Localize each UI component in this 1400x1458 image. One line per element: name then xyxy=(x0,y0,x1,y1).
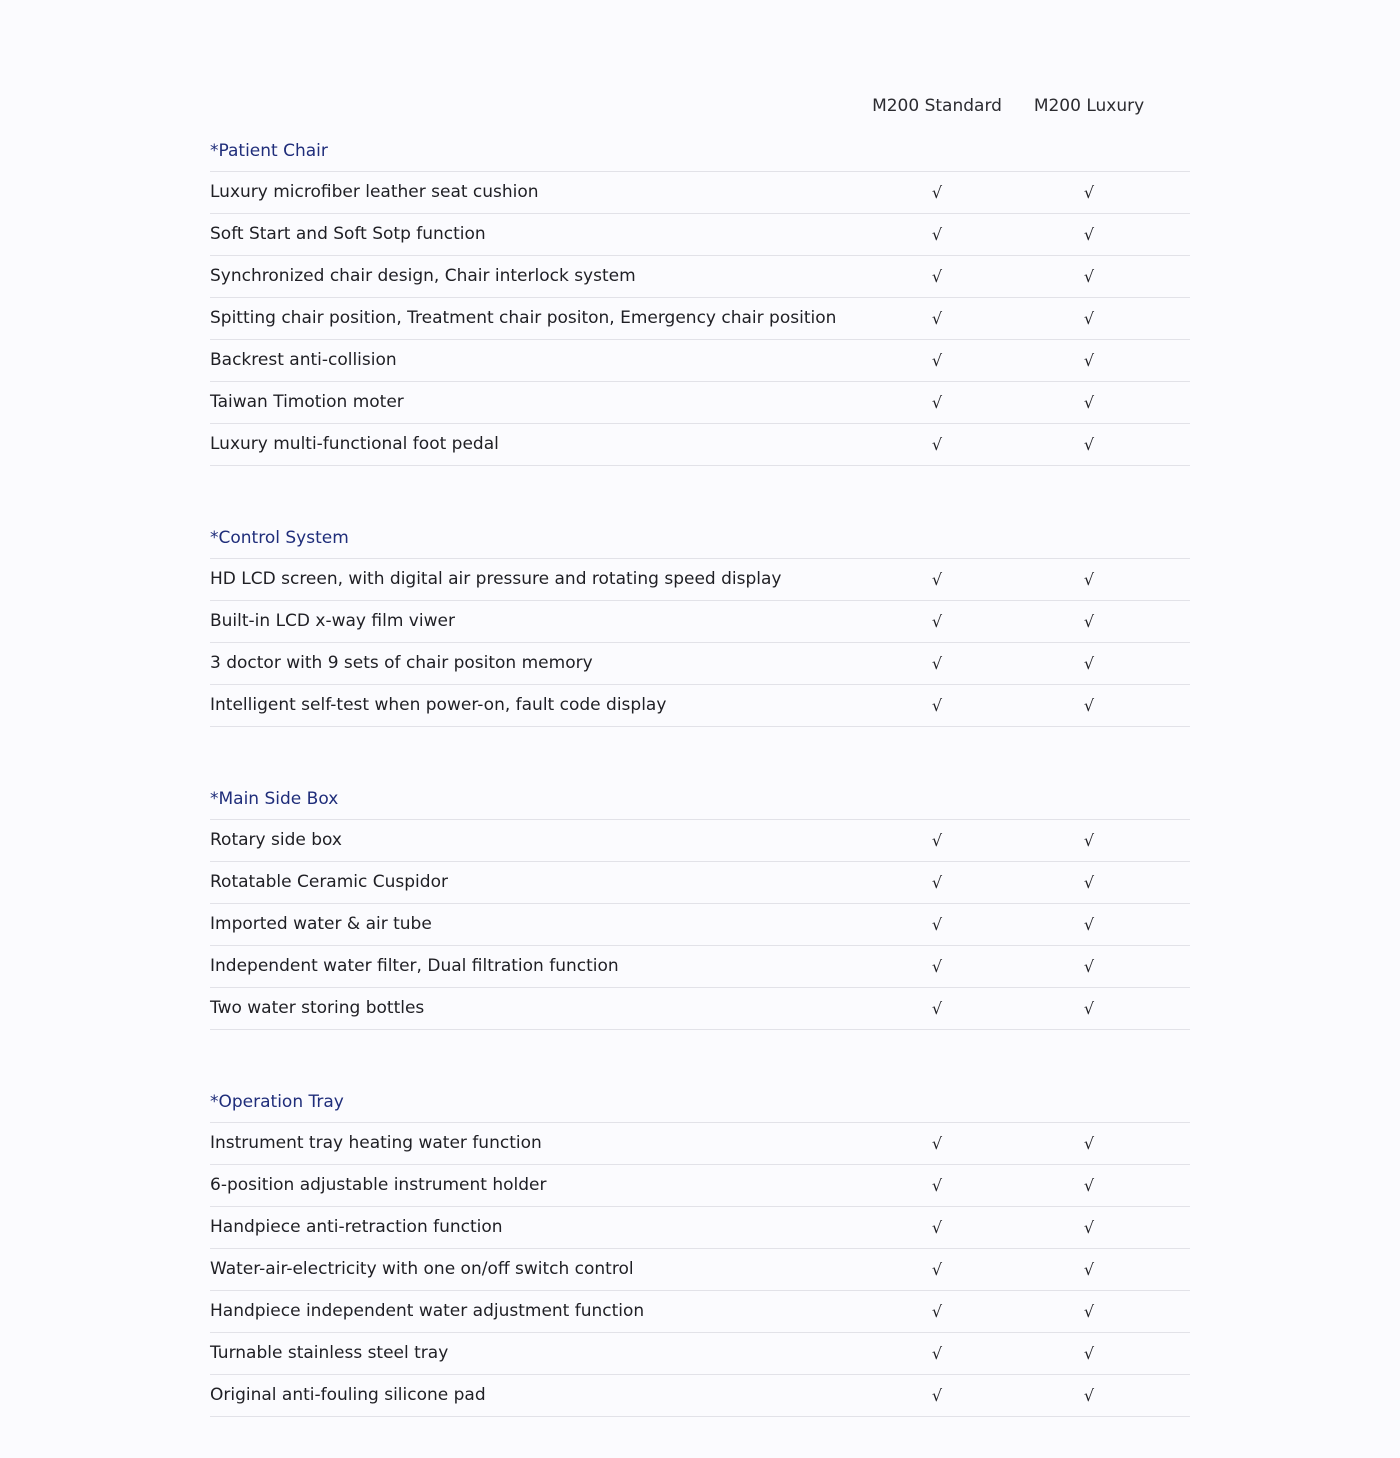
check-icon-standard: √ xyxy=(931,225,943,244)
check-icon-standard: √ xyxy=(931,393,943,412)
feature-label: Imported water & air tube xyxy=(210,914,432,934)
check-icon-standard: √ xyxy=(931,873,943,892)
feature-label: Synchronized chair design, Chair interlock system xyxy=(210,266,636,286)
feature-label: Independent water filter, Dual filtration function xyxy=(210,956,619,976)
check-icon-luxury: √ xyxy=(1083,654,1095,673)
check-icon-standard: √ xyxy=(931,267,943,286)
check-icon-standard: √ xyxy=(931,1218,943,1237)
check-icon-luxury: √ xyxy=(1083,570,1095,589)
feature-label: 3 doctor with 9 sets of chair positon memory xyxy=(210,653,593,673)
check-icon-standard: √ xyxy=(931,435,943,454)
table-row xyxy=(210,256,1190,298)
table-row xyxy=(210,988,1190,1030)
table-row xyxy=(210,643,1190,685)
section-title: *Patient Chair xyxy=(210,130,1190,172)
feature-label: Luxury microfiber leather seat cushion xyxy=(210,182,539,202)
check-icon-standard: √ xyxy=(931,999,943,1018)
check-icon-luxury: √ xyxy=(1083,915,1095,934)
table-row xyxy=(210,601,1190,643)
feature-label: Rotatable Ceramic Cuspidor xyxy=(210,872,448,892)
feature-label: Luxury multi-functional foot pedal xyxy=(210,434,499,454)
check-icon-standard: √ xyxy=(931,1386,943,1405)
column-header-luxury: M200 Luxury xyxy=(1033,96,1145,116)
check-icon-standard: √ xyxy=(931,309,943,328)
feature-label: Original anti-fouling silicone pad xyxy=(210,1385,486,1405)
check-icon-luxury: √ xyxy=(1083,183,1095,202)
section xyxy=(210,517,1190,727)
check-icon-luxury: √ xyxy=(1083,1218,1095,1237)
table-header xyxy=(210,86,1190,130)
check-icon-luxury: √ xyxy=(1083,1134,1095,1153)
section xyxy=(210,1081,1190,1417)
feature-label: 6-position adjustable instrument holder xyxy=(210,1175,547,1195)
check-icon-luxury: √ xyxy=(1083,696,1095,715)
section xyxy=(210,130,1190,466)
table-row xyxy=(210,862,1190,904)
table-row xyxy=(210,1375,1190,1417)
comparison-table xyxy=(210,86,1190,1417)
feature-label: Taiwan Timotion moter xyxy=(210,392,404,412)
table-row xyxy=(210,1291,1190,1333)
section-title: *Control System xyxy=(210,517,1190,559)
feature-label: Handpiece anti-retraction function xyxy=(210,1217,503,1237)
check-icon-luxury: √ xyxy=(1083,1344,1095,1363)
check-icon-standard: √ xyxy=(931,654,943,673)
feature-label: Rotary side box xyxy=(210,830,342,850)
check-icon-luxury: √ xyxy=(1083,1260,1095,1279)
section-title: *Main Side Box xyxy=(210,778,1190,820)
table-row xyxy=(210,1207,1190,1249)
check-icon-standard: √ xyxy=(931,696,943,715)
check-icon-luxury: √ xyxy=(1083,1176,1095,1195)
check-icon-luxury: √ xyxy=(1083,351,1095,370)
check-icon-standard: √ xyxy=(931,570,943,589)
check-icon-luxury: √ xyxy=(1083,1302,1095,1321)
check-icon-standard: √ xyxy=(931,1302,943,1321)
check-icon-luxury: √ xyxy=(1083,999,1095,1018)
feature-label: Spitting chair position, Treatment chair positon, Emergency chair position xyxy=(210,308,837,328)
feature-label: Soft Start and Soft Sotp function xyxy=(210,224,486,244)
check-icon-luxury: √ xyxy=(1083,957,1095,976)
check-icon-standard: √ xyxy=(931,1134,943,1153)
check-icon-standard: √ xyxy=(931,1260,943,1279)
table-row xyxy=(210,340,1190,382)
check-icon-luxury: √ xyxy=(1083,225,1095,244)
column-header-standard: M200 Standard xyxy=(872,96,1002,116)
table-row xyxy=(210,1165,1190,1207)
feature-label: Instrument tray heating water function xyxy=(210,1133,542,1153)
check-icon-standard: √ xyxy=(931,915,943,934)
table-row xyxy=(210,424,1190,466)
table-row xyxy=(210,820,1190,862)
table-row xyxy=(210,382,1190,424)
table-row xyxy=(210,298,1190,340)
check-icon-luxury: √ xyxy=(1083,1386,1095,1405)
feature-label: Two water storing bottles xyxy=(210,998,425,1018)
feature-label: Intelligent self-test when power-on, fault code display xyxy=(210,695,667,715)
feature-label: HD LCD screen, with digital air pressure and rotating speed display xyxy=(210,569,782,589)
table-row xyxy=(210,1333,1190,1375)
check-icon-standard: √ xyxy=(931,957,943,976)
feature-label: Handpiece independent water adjustment function xyxy=(210,1301,645,1321)
feature-label: Backrest anti-collision xyxy=(210,350,397,370)
check-icon-standard: √ xyxy=(931,612,943,631)
table-row xyxy=(210,904,1190,946)
check-icon-standard: √ xyxy=(931,831,943,850)
feature-label: Built-in LCD x-way film viwer xyxy=(210,611,455,631)
table-row xyxy=(210,946,1190,988)
sections-container xyxy=(210,130,1190,1417)
check-icon-luxury: √ xyxy=(1083,267,1095,286)
check-icon-standard: √ xyxy=(931,1344,943,1363)
check-icon-standard: √ xyxy=(931,1176,943,1195)
table-row xyxy=(210,1249,1190,1291)
check-icon-luxury: √ xyxy=(1083,393,1095,412)
table-row xyxy=(210,559,1190,601)
section-title: *Operation Tray xyxy=(210,1081,1190,1123)
check-icon-standard: √ xyxy=(931,183,943,202)
table-row xyxy=(210,172,1190,214)
feature-label: Turnable stainless steel tray xyxy=(210,1343,449,1363)
check-icon-luxury: √ xyxy=(1083,873,1095,892)
check-icon-luxury: √ xyxy=(1083,309,1095,328)
check-icon-luxury: √ xyxy=(1083,435,1095,454)
section xyxy=(210,778,1190,1030)
table-row xyxy=(210,214,1190,256)
table-row xyxy=(210,1123,1190,1165)
check-icon-luxury: √ xyxy=(1083,612,1095,631)
check-icon-standard: √ xyxy=(931,351,943,370)
check-icon-luxury: √ xyxy=(1083,831,1095,850)
feature-label: Water-air-electricity with one on/off switch control xyxy=(210,1259,634,1279)
table-row xyxy=(210,685,1190,727)
